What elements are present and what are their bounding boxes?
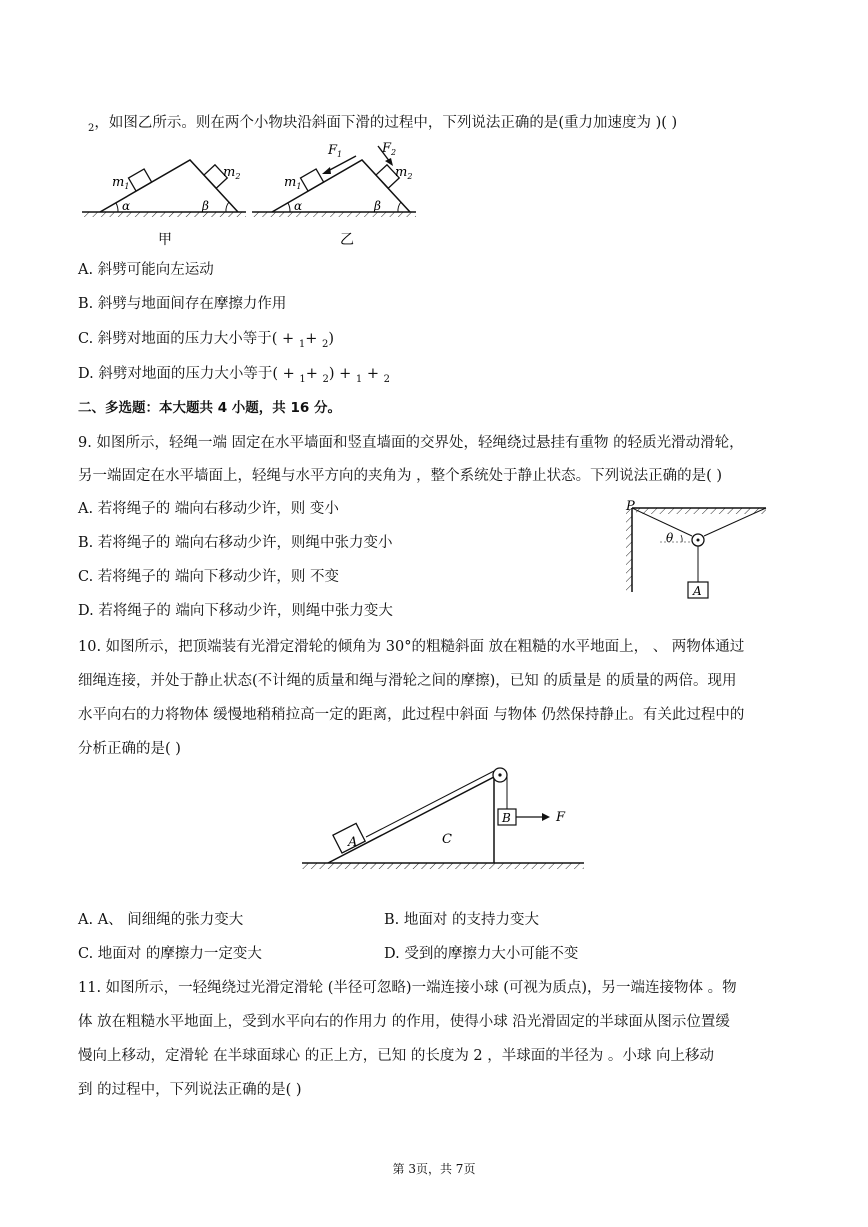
q10-option-c: C. 地面对 的摩擦力一定变大: [78, 946, 262, 962]
q10-stem-line3: 水平向右的力将物体 缓慢地稍稍拉高一定的距离，此过程中斜面 与物体 仍然保持静止。有关此过程中的: [78, 707, 745, 723]
q10-option-a: A. A、 间细绳的张力变大: [78, 912, 244, 928]
q10-option-d: D. 受到的摩擦力大小可能不变: [384, 946, 579, 962]
q8-intro: $_2$，如图乙所示。则在两个小物块沿斜面下滑的过程中，下列说法正确的是(重力加速度为 )( ): [88, 115, 678, 134]
q8-option-b: B. 斜劈与地面间存在摩擦力作用: [78, 296, 287, 312]
section-header-multiple-choice: 二、多选题：本大题共 4 小题，共 16 分。: [78, 400, 341, 416]
q9-stem-line1: 9. 如图所示，轻绳一端 固定在水平墙面和竖直墙面的交界处，轻绳绕过悬挂有重物 的轻质光滑动滑轮，: [78, 435, 744, 451]
yi-m1-label: $m_1$: [284, 175, 302, 191]
q10-block-A-label: A: [348, 835, 358, 850]
yi-alpha-label: α: [294, 199, 303, 213]
q9-point-P-label: P: [626, 499, 635, 514]
yi-m2-label: $m_2$: [395, 165, 413, 181]
figure-yi: [252, 141, 416, 248]
q9-option-c: C. 若将绳子的 端向下移动少许，则 不变: [78, 569, 340, 585]
q8-option-d: D. 斜劈对地面的压力大小等于( + $_1$+ $_2$) + $_1$ + $_2$: [78, 366, 391, 385]
yi-caption: 乙: [340, 232, 354, 248]
q10-force-F-label: F: [556, 810, 566, 825]
yi-beta-label: β: [374, 199, 381, 213]
q10-stem-line1: 10. 如图所示，把顶端装有光滑定滑轮的倾角为 30°的粗糙斜面 放在粗糙的水平地面上， 、 两物体通过: [78, 639, 745, 655]
q9-figure: [618, 496, 768, 604]
q10-figure: [298, 763, 588, 875]
q9-option-d: D. 若将绳子的 端向下移动少许，则绳中张力变大: [78, 603, 393, 619]
jia-alpha-label: α: [122, 199, 131, 213]
q11-stem-line4: 到 的过程中，下列说法正确的是( ): [78, 1082, 302, 1098]
q8-option-a: A. 斜劈可能向左运动: [78, 262, 214, 278]
q8-option-c: C. 斜劈对地面的压力大小等于( + $_1$+ $_2$): [78, 331, 335, 350]
q8-figures: [78, 138, 418, 250]
jia-beta-label: β: [202, 199, 209, 213]
q9-theta-label: θ: [666, 531, 674, 545]
q11-stem-line3: 慢向上移动，定滑轮 在半球面球心 的正上方，已知 的长度为 2 ，半球面的半径为 。小球 向上移动: [78, 1048, 714, 1064]
figure-jia: [82, 160, 246, 248]
q10-block-B-label: B: [502, 811, 511, 825]
page-footer: 第 3页，共 7页: [392, 1162, 476, 1176]
q10-option-b: B. 地面对 的支持力变大: [384, 912, 539, 928]
q10-incline-C-label: C: [442, 832, 452, 847]
jia-m2-label: $m_2$: [223, 165, 241, 181]
jia-m1-label: $m_1$: [112, 175, 130, 191]
q11-stem-line2: 体 放在粗糙水平地面上，受到水平向右的作用力 的作用，使得小球 沿光滑固定的半球面从图示位置缓: [78, 1014, 730, 1030]
q9-option-a: A. 若将绳子的 端向右移动少许，则 变小: [78, 501, 339, 517]
q8-intro-subscript: 2: [88, 123, 95, 134]
yi-F2-label: $F_2$: [382, 141, 397, 157]
jia-caption: 甲: [158, 232, 172, 248]
q11-stem-line1: 11. 如图所示，一轻绳绕过光滑定滑轮 (半径可忽略)一端连接小球 (可视为质点)，另一端连接物体 。物: [78, 980, 737, 996]
q9-stem-line2: 另一端固定在水平墙面上，轻绳与水平方向的夹角为 ，整个系统处于静止状态。下列说法正确的是( ): [78, 468, 723, 484]
q9-weight-A-label: A: [693, 584, 702, 598]
q9-option-b: B. 若将绳子的 端向右移动少许，则绳中张力变小: [78, 535, 393, 551]
q10-stem-line2: 细绳连接，并处于静止状态(不计绳的质量和绳与滑轮之间的摩擦)，已知 的质量是 的质量的两倍。现用: [78, 673, 737, 689]
yi-F1-label: $F_1$: [328, 143, 343, 159]
q10-stem-line4: 分析正确的是( ): [78, 741, 181, 757]
